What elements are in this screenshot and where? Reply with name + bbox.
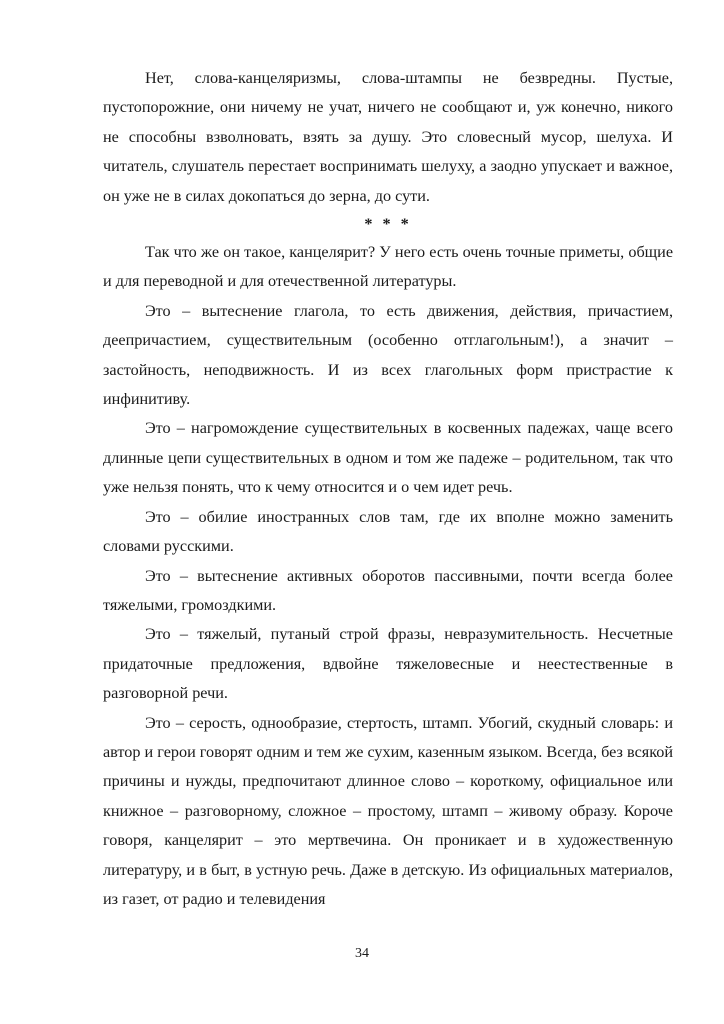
paragraph-4: Это – нагромождение существительных в косвенных падежах, чаще всего длинные цепи существительных в одном и том же падеже – родительном, так что уже нельзя понять, что к чему относится и о чем идет речь. [103, 419, 673, 497]
page-number: 34 [355, 946, 369, 961]
paragraph-5: Это – обилие иностранных слов там, где их вполне можно заменить словами русскими. [103, 507, 673, 556]
paragraph-7: Это – тяжелый, путаный строй фразы, невразумительность. Несчетные придаточные предложения, вдвойне тяжеловесные и неестественные в разговорной речи. [103, 625, 673, 703]
paragraph-6: Это – вытеснение активных оборотов пассивными, почти всегда более тяжелыми, громоздкими. [103, 566, 673, 614]
paragraph-2: Так что же он такое, канцелярит? У него есть очень точные приметы, общие и для переводной и для отечественной литературы. [103, 243, 673, 291]
paragraph-8: Это – серость, однообразие, стертость, штамп. Убогий, скудный словарь: и автор и герои говорят одним и тем же сухим, казенным языком. Всегда, без всякой причины и нужды, предпочитают длинное слово – короткому, официальное или книжное – разговорному, сложное – простому, штамп – живому образу. Короче говоря, канцелярит – это мертвечина. Он проникает и в художественную литературу, и в быт, в устную речь. Даже в детскую. Из официальных материалов, из газет, от радио и телевидения [103, 713, 673, 908]
paragraph-1: Нет, слова-канцеляризмы, слова-штампы не безвредны. Пустые, пустопорожние, они ничему не учат, ничего не сообщают и, уж конечно, никого не способны взволновать, взять за душу. Это словесный мусор, шелуха. И читатель, слушатель перестает воспринимать шелуху, а заодно упускает и важное, он уже не в силах докопаться до зерна, до сути. [103, 69, 673, 205]
section-separator: * * * [364, 215, 412, 234]
paragraph-3: Это – вытеснение глагола, то есть движения, действия, причастием, деепричастием, существительным (особенно отглагольным!), а значит – застойность, неподвижность. И из всех глагольных форм пристрастие к инфинитиву. [103, 301, 673, 409]
body-text [103, 64, 673, 914]
